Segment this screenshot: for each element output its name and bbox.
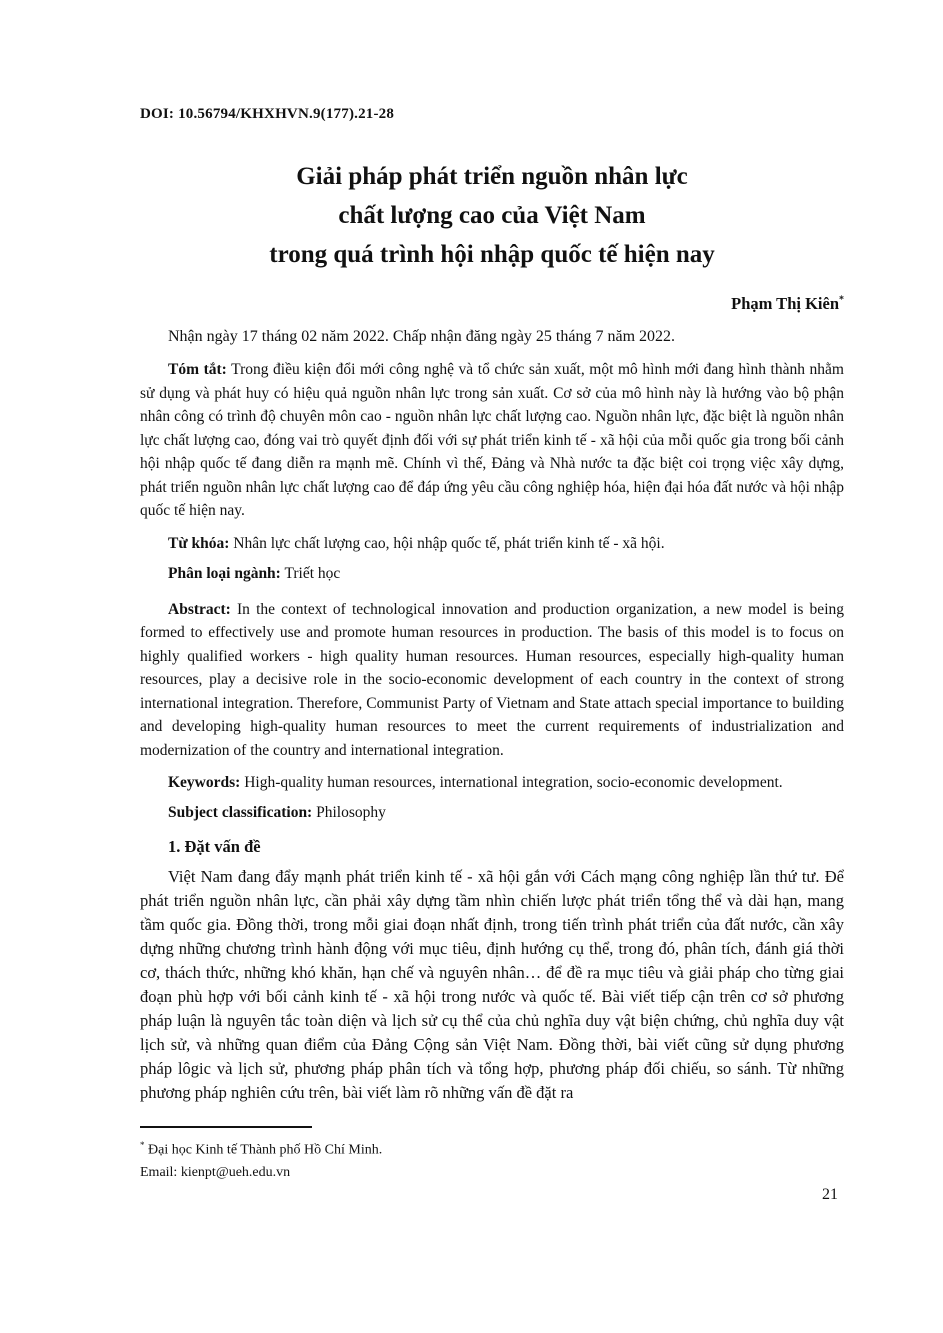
paper-title-line-2: chất lượng cao của Việt Nam: [338, 202, 646, 229]
footnote-divider: [140, 1126, 312, 1128]
page-content: [140, 0, 844, 1105]
classification-en-text: Philosophy: [316, 804, 386, 821]
author-asterisk: *: [839, 294, 844, 306]
classification-vi-text: Triết học: [284, 564, 341, 582]
keywords-vi-label: Từ khóa:: [168, 534, 230, 552]
classification-en-line: [140, 804, 844, 822]
paper-title-line-3: trong quá trình hội nhập quốc tế hiện nay: [269, 241, 715, 268]
author-name: Phạm Thị Kiên: [731, 294, 839, 313]
keywords-en-label: Keywords:: [168, 774, 241, 791]
received-accepted-line: Nhận ngày 17 tháng 02 năm 2022. Chấp nhận đăng ngày 25 tháng 7 năm 2022.: [168, 328, 676, 345]
footnote-affiliation-text: Đại học Kinh tế Thành phố Hồ Chí Minh.: [148, 1142, 383, 1158]
footnote-block: [140, 1126, 844, 1184]
footnote-asterisk: *: [140, 1140, 145, 1150]
paper-title: [140, 157, 844, 274]
classification-en-label: Subject classification:: [168, 804, 313, 821]
keywords-en-text: High-quality human resources, international integration, socio-economic development.: [244, 774, 783, 791]
author-line: [140, 294, 844, 314]
classification-vi-label: Phân loại ngành:: [168, 564, 281, 582]
abstract-en-label: Abstract:: [168, 600, 231, 618]
abstract-vi-label: Tóm tắt:: [168, 361, 227, 378]
keywords-vi-text: Nhân lực chất lượng cao, hội nhập quốc tế, phát triển kinh tế - xã hội.: [233, 534, 665, 552]
abstract-en-text: In the context of technological innovation and production organization, a new model is being formed to effectively use and promote human resources in production. The basis of this model is to focus on highly qualified workers - high quality human resources. Human resources, especially high-quality human resources, play a decisive role in the socio-economic development of each country in the context of strong international integration. Therefore, Communist Party of Vietnam and State attach special importance to building and developing high-quality human resources to meet the current requirements of industrialization and modernization of the country and international integration.: [140, 600, 844, 759]
page-number: 21: [822, 1186, 838, 1203]
footnote-affiliation: [140, 1134, 844, 1162]
keywords-en-line: [140, 774, 844, 792]
footnote-email: Email: kienpt@ueh.edu.vn: [140, 1164, 291, 1180]
classification-vi-line: [140, 565, 844, 583]
abstract-vi-text: Trong điều kiện đổi mới công nghệ và tổ chức sản xuất, một mô hình mới đang hình thành nhằm sử dụng và phát huy có hiệu quả nguồn nhân lực trong sản xuất. Cơ sở của mô hình này là hướng vào bộ phận nhân công có trình độ chuyên môn cao - nguồn nhân lực chất lượng cao. Nguồn nhân lực, đặc biệt là nguồn nhân lực chất lượng cao, đóng vai trò quyết định đối với sự phát triển kinh tế - xã hội của mỗi quốc gia trong bối cảnh hội nhập quốc tế đang diễn ra mạnh mẽ. Chính vì thế, Đảng và Nhà nước ta đặc biệt coi trọng việc xây dựng, phát triển nguồn nhân lực chất lượng cao để đáp ứng yêu cầu công nghiệp hóa, hiện đại hóa đất nước và hội nhập quốc tế hiện nay.: [140, 361, 844, 519]
section-1-paragraph: Việt Nam đang đẩy mạnh phát triển kinh tế - xã hội gắn với Cách mạng công nghiệp lần thứ tư. Để phát triển nguồn nhân lực, cần phải xây dựng tầm nhìn chiến lược phát triển tổng thể và dài hạn, mang tầm quốc gia. Đồng thời, trong mỗi giai đoạn nhất định, trong tiến trình phát triển của đất nước, cần xây dựng những chương trình hành động với mục tiêu, định hướng cụ thể, trong đó, phân tích, đánh giá thời cơ, thách thức, những khó khăn, hạn chế và nguyên nhân… để đề ra mục tiêu và giải pháp cho từng giai đoạn phù hợp với bối cảnh kinh tế - xã hội trong nước và quốc tế. Bài viết tiếp cận trên cơ sở phương pháp luận là nguyên tắc toàn diện và lịch sử cụ thể của chủ nghĩa duy vật biện chứng, chủ nghĩa duy vật lịch sử, và những quan điểm của Đảng Cộng sản Việt Nam. Đồng thời, bài viết cũng sử dụng phương pháp lôgic và lịch sử, phương pháp phân tích và tổng hợp, phương pháp đối chiếu, so sánh. Từ những phương pháp nghiên cứu trên, bài viết làm rõ những vấn đề đặt ra: [140, 867, 844, 1102]
doi-line: DOI: 10.56794/KHXHVN.9(177).21-28: [140, 106, 395, 122]
abstract-en-paragraph: [140, 598, 844, 763]
section-1-heading: 1. Đặt vấn đề: [168, 837, 261, 856]
keywords-vi-line: [140, 535, 844, 553]
abstract-vi-paragraph: [140, 358, 844, 523]
paper-title-line-1: Giải pháp phát triển nguồn nhân lực: [296, 163, 688, 190]
